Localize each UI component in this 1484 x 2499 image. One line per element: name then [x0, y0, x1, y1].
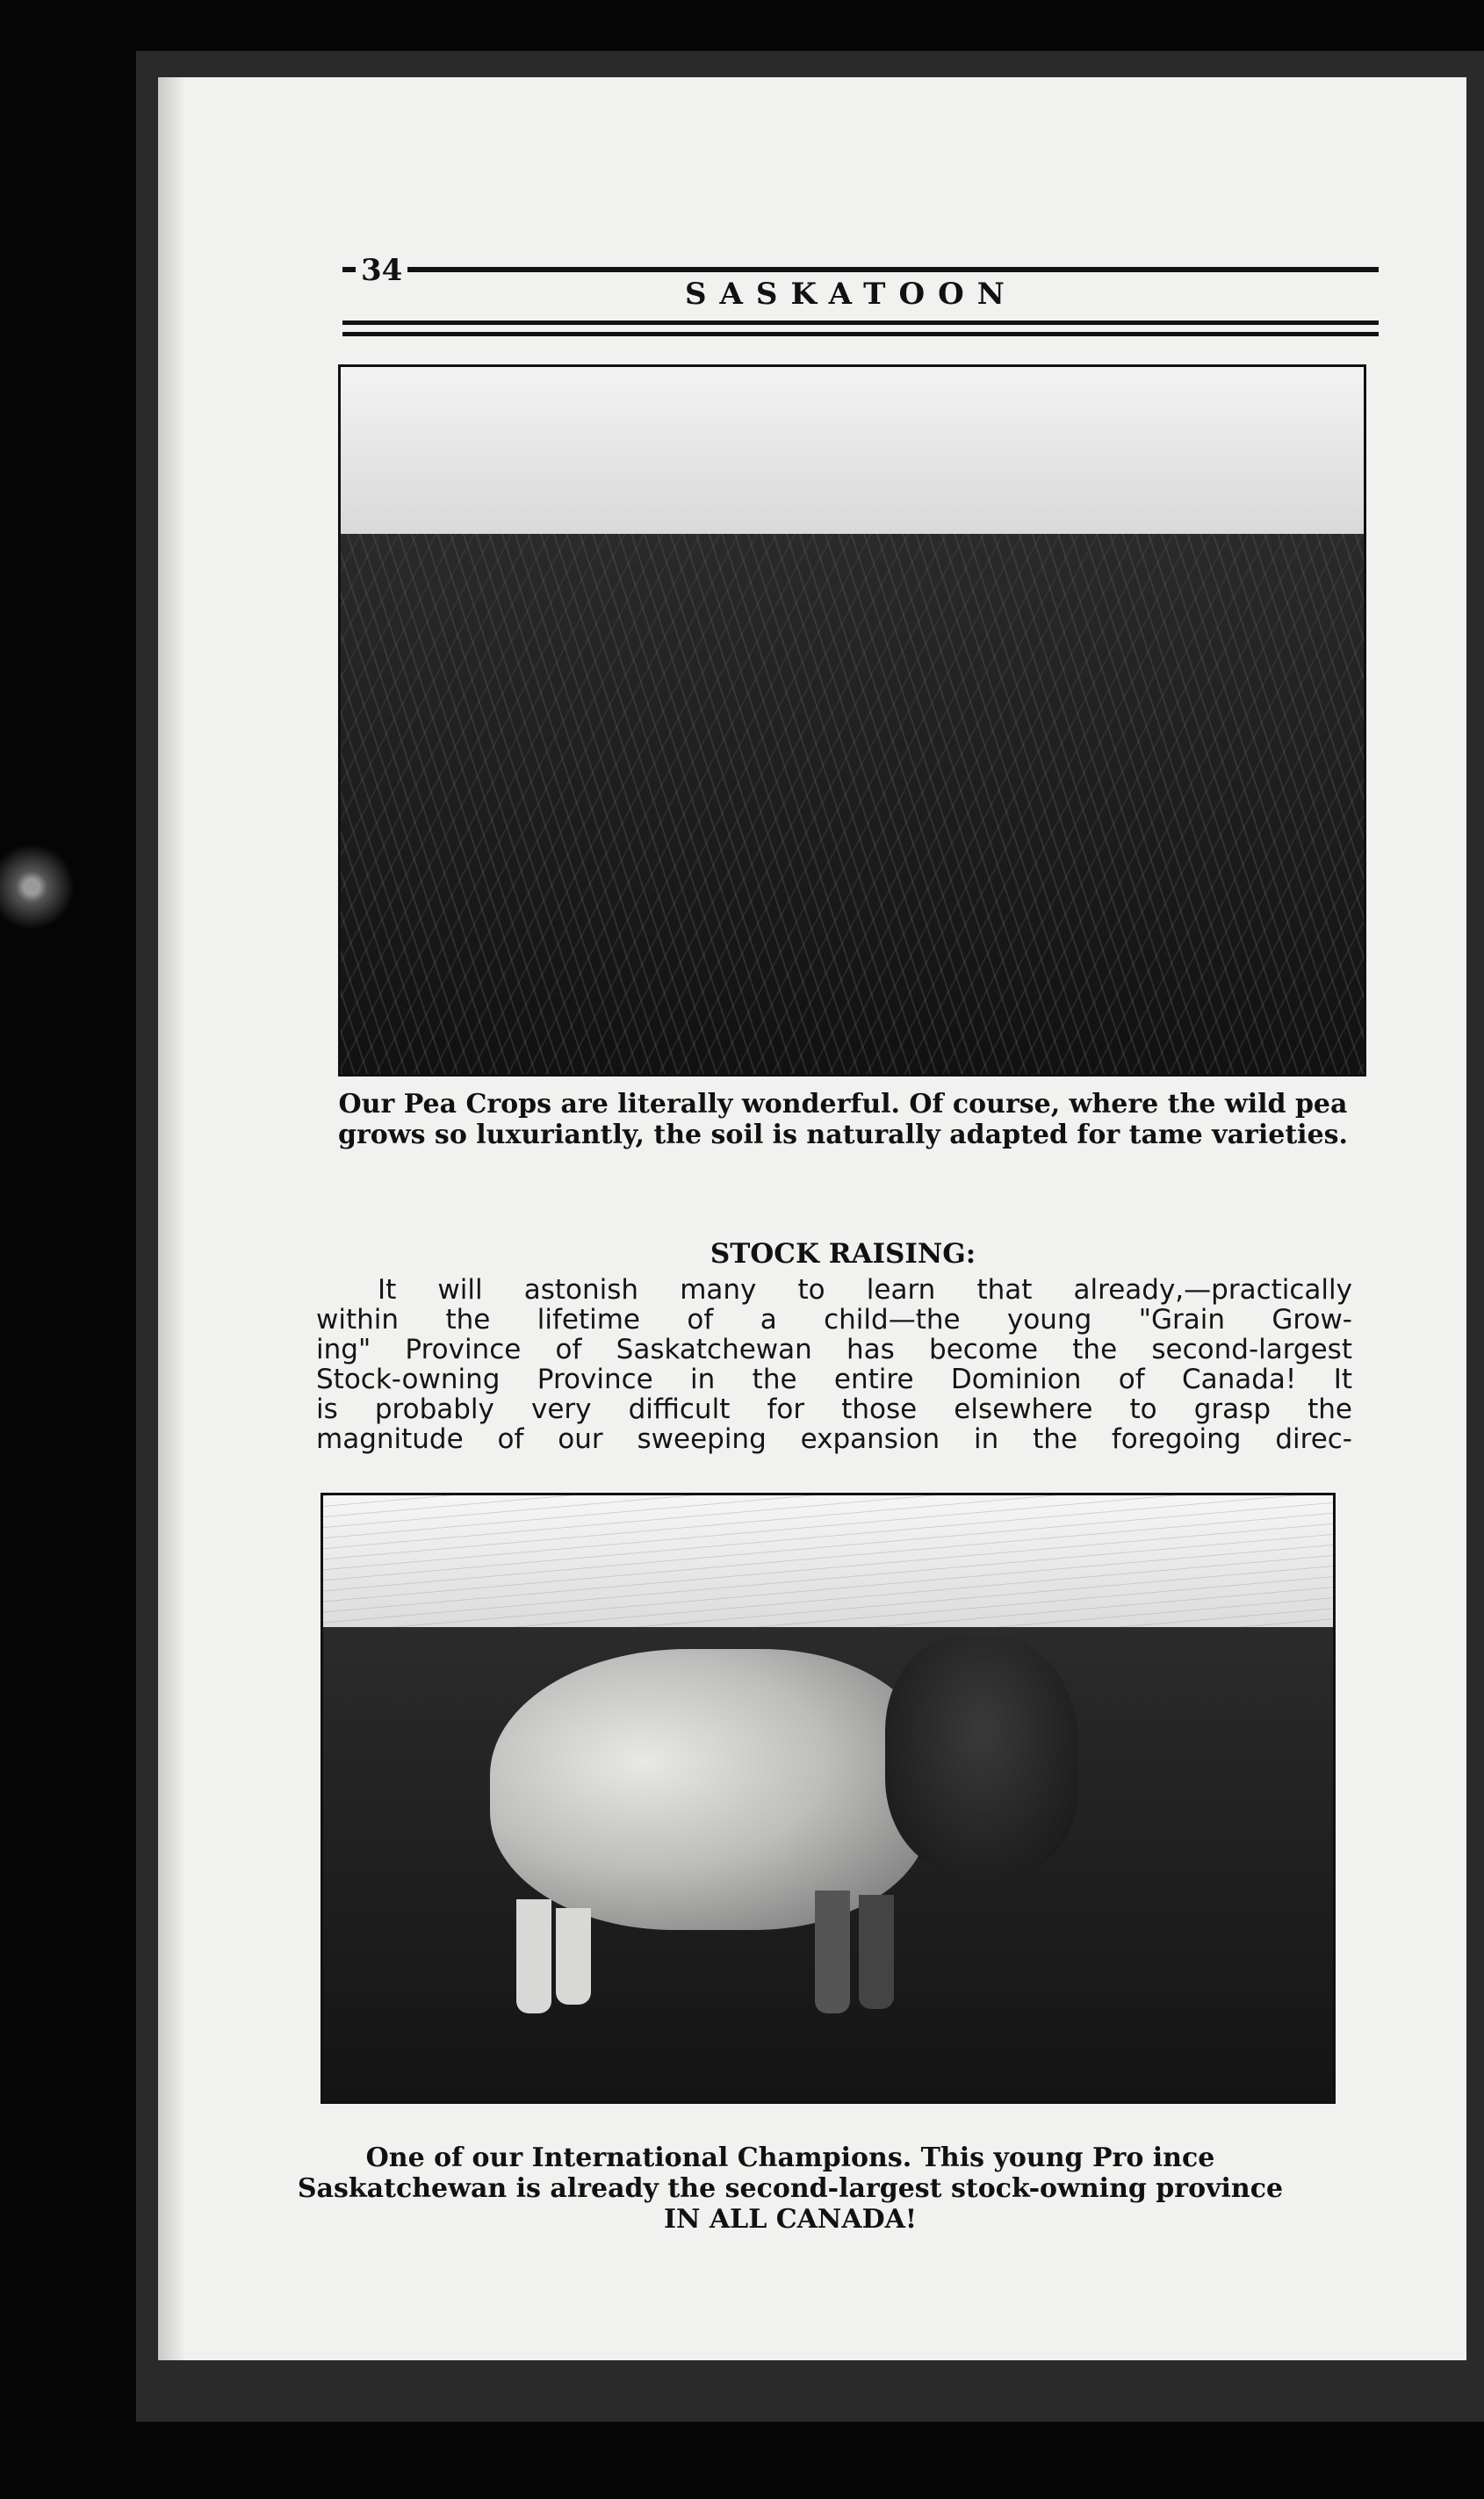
- bull-leg: [556, 1908, 591, 2005]
- section-heading: STOCK RAISING:: [710, 1238, 976, 1270]
- paragraph-line: is probably very difficult for those elsewhere to grasp the: [316, 1394, 1352, 1425]
- paragraph-line: within the lifetime of a child—the young "Grain Grow-: [316, 1304, 1352, 1336]
- bull-leg: [516, 1899, 551, 2013]
- photo-sky: [323, 1495, 1333, 1627]
- scan-debris: [0, 825, 79, 948]
- page-gutter: [158, 77, 184, 2360]
- page-number: 34: [356, 253, 407, 288]
- header-rule: [342, 267, 1379, 272]
- header-double-rule-top: [342, 320, 1379, 325]
- photo-sky: [341, 367, 1364, 534]
- paragraph-line: magnitude of our sweeping expansion in the foregoing direc-: [316, 1423, 1352, 1455]
- paragraph-line: ing" Province of Saskatchewan has become the second-largest: [316, 1334, 1352, 1365]
- photo-pea-field: [341, 534, 1364, 1074]
- header-double-rule-bottom: [342, 332, 1379, 336]
- bull-head: [885, 1636, 1078, 1873]
- bull-leg: [815, 1890, 850, 2013]
- paragraph-line: Stock-owning Province in the entire Dominion of Canada! It: [316, 1364, 1352, 1395]
- pea-photo-caption: Our Pea Crops are literally wonderful. Of course, where the wild pea grows so luxuriantly, the soil is naturally adapted for tame varieties.: [337, 1089, 1349, 1150]
- bull-leg: [859, 1895, 894, 2009]
- body-paragraph: [316, 1275, 1352, 1454]
- bull-body: [490, 1649, 929, 1930]
- bull-photo: [321, 1493, 1336, 2104]
- running-title: SASKATOON: [685, 277, 1018, 312]
- bull-photo-caption: One of our International Champions. This young Pro ince Saskatchewan is already the second-largest stock-owning province IN ALL CANADA!: [297, 2143, 1284, 2235]
- pea-field-photo: [338, 364, 1366, 1077]
- paragraph-line: It will astonish many to learn that already,—practically: [378, 1274, 1352, 1306]
